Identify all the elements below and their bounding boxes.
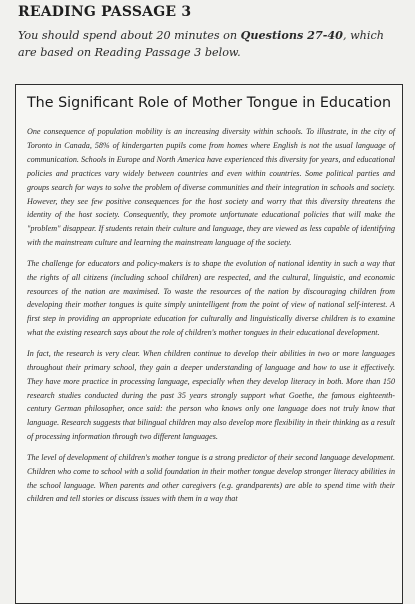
instructions — [18, 27, 398, 61]
paragraph-1: One consequence of population mobility is an increasing diversity within schools. To illustrate, in the city of Toronto in Canada, 58% of kindergarten pupils come from homes where English is not the usual language of communication. Schools in Europe and North America have experienced this diversity for years, and educational policies and practices vary widely between countries and even within countries. Some political parties and groups search for ways to solve the problem of diverse communities and their integration in schools and society. However, they see few positive consequences for the host society and worry that this diversity threatens the identity of the host society. Consequently, they promote unfortunate educational policies that will make the "problem" disappear. If students retain their culture and language, they are viewed as less capable of identifying with the mainstream culture and learning the mainstream language of the society. — [27, 127, 395, 248]
paragraph-4: The level of development of children's mother tongue is a strong predictor of their second language development. Children who come to school with a solid foundation in their mother tongue develop stronger literacy abilities in the school language. When parents and other caregivers (e.g. grandparents) are able to spend time with their children and tell stories or discuss issues with them in a way that — [27, 452, 395, 504]
instructions-text-end: , which are based on Reading Passage 3 below. — [18, 29, 384, 59]
question-range: Questions 27-40 — [240, 28, 343, 42]
passage-box — [15, 84, 403, 604]
paragraph-2: The challenge for educators and policy-makers is to shape the evolution of national identity in such a way that the rights of all citizens (including school children) are respected, and the cultural, linguistic, and economic resources of the nation are maximised. To waste the resources of the nation by discouraging children from developing their mother tongues is quite simply unintelligent from the point of view of national self-interest. A first step in providing an appropriate education for culturally and linguistically diverse children is to examine what the existing research says about the role of children's mother tongues in their educational development. — [27, 258, 395, 338]
passage-body — [27, 125, 395, 513]
passage-header: READING PASSAGE 3 — [18, 4, 192, 20]
instructions-text: You should spend about 20 minutes on — [18, 29, 241, 42]
paragraph-3: In fact, the research is very clear. When children continue to develop their abilities in two or more languages throughout their primary school, they gain a deeper understanding of language and how to use it effectively. They have more practice in processing language, especially when they develop literacy in both. More than 150 research studies conducted during the past 35 years strongly support what Goethe, the famous eighteenth-century German philosopher, once said: the person who knows only one language does not truly know that language. Research suggests that bilingual children may also develop more flexibility in their thinking as a result of processing information through two different languages. — [27, 348, 395, 442]
passage-title: The Significant Role of Mother Tongue in Education — [26, 95, 392, 111]
